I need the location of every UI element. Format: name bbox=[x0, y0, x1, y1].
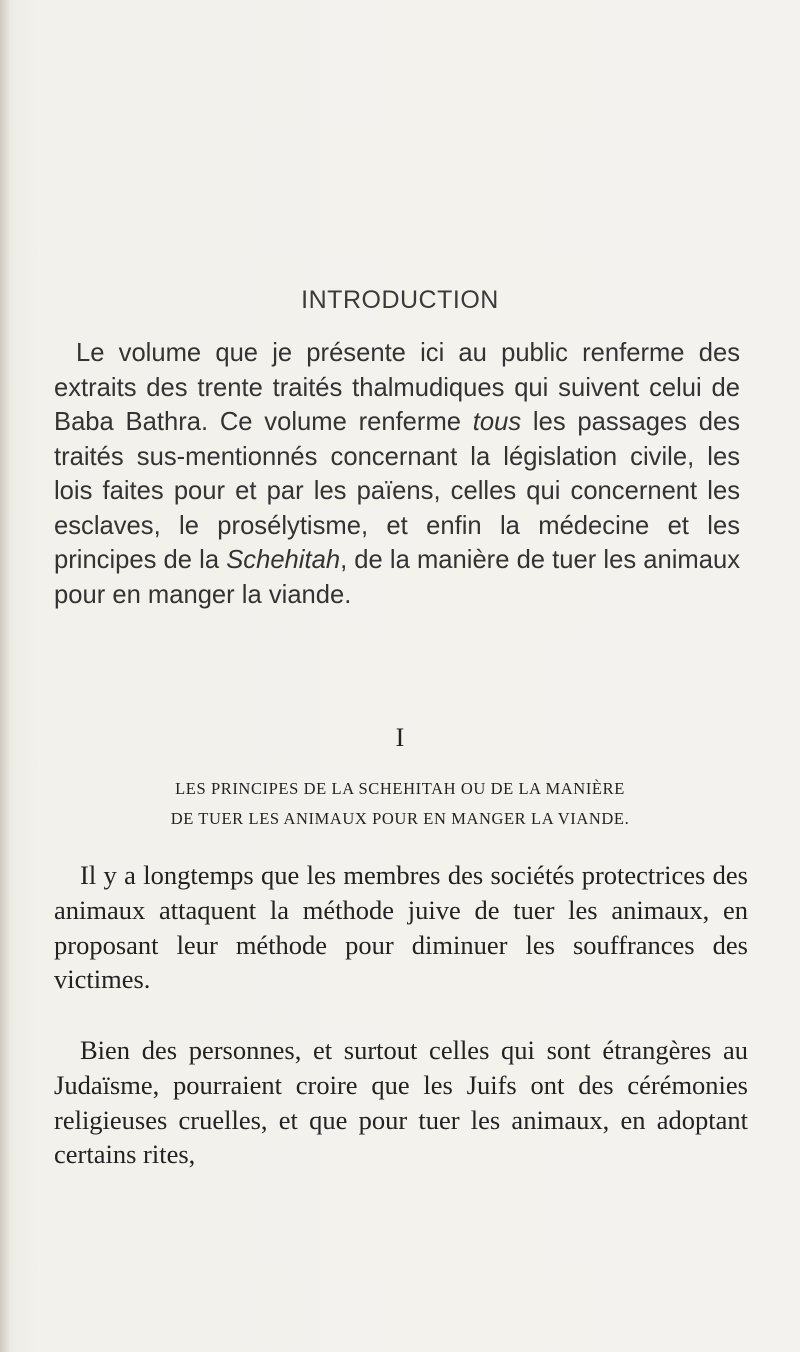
intro-italic-schehitah: Schehitah bbox=[226, 546, 341, 574]
body-paragraph-2: Bien des personnes, et surtout celles qui sont étrangères au Judaïsme, pourraient croire que les Juifs ont des cérémonies religieuses cruelles, et que pour tuer les animaux, en adoptant certains rites, bbox=[54, 1035, 748, 1170]
intro-paragraph bbox=[54, 336, 740, 612]
section-number: I bbox=[395, 723, 405, 752]
section-title-line-1: LES PRINCIPES DE LA SCHEHITAH OU DE LA MANIÈRE bbox=[175, 779, 625, 798]
section-title-line-2: DE TUER LES ANIMAUX POUR EN MANGER LA VIANDE. bbox=[170, 809, 630, 828]
intro-text-2: les passages des traités sus-mentionnés concernant la législation civile, les lois faites pour et par les païens, celles qui concernent les esclaves, le prosélytisme, et enfin la médecine et les principes de la bbox=[54, 408, 740, 574]
intro-text-1: Le volume que je présente ici au public renferme des extraits des trente traités thalmudiques qui suivent celui de Baba Bathra. Ce volume renferme bbox=[54, 339, 740, 436]
intro-italic-tous: tous bbox=[472, 408, 522, 436]
page-binding-shadow bbox=[0, 0, 10, 1352]
body-paragraph-1: Il y a longtemps que les membres des sociétés protectrices des animaux attaquent la méthode juive de tuer les animaux, en proposant leur méthode pour diminuer les souffrances des victimes. bbox=[54, 860, 748, 995]
chapter-heading: INTRODUCTION bbox=[301, 286, 499, 314]
intro-text-3: , de la manière de tuer les animaux pour en manger la viande. bbox=[54, 546, 740, 609]
